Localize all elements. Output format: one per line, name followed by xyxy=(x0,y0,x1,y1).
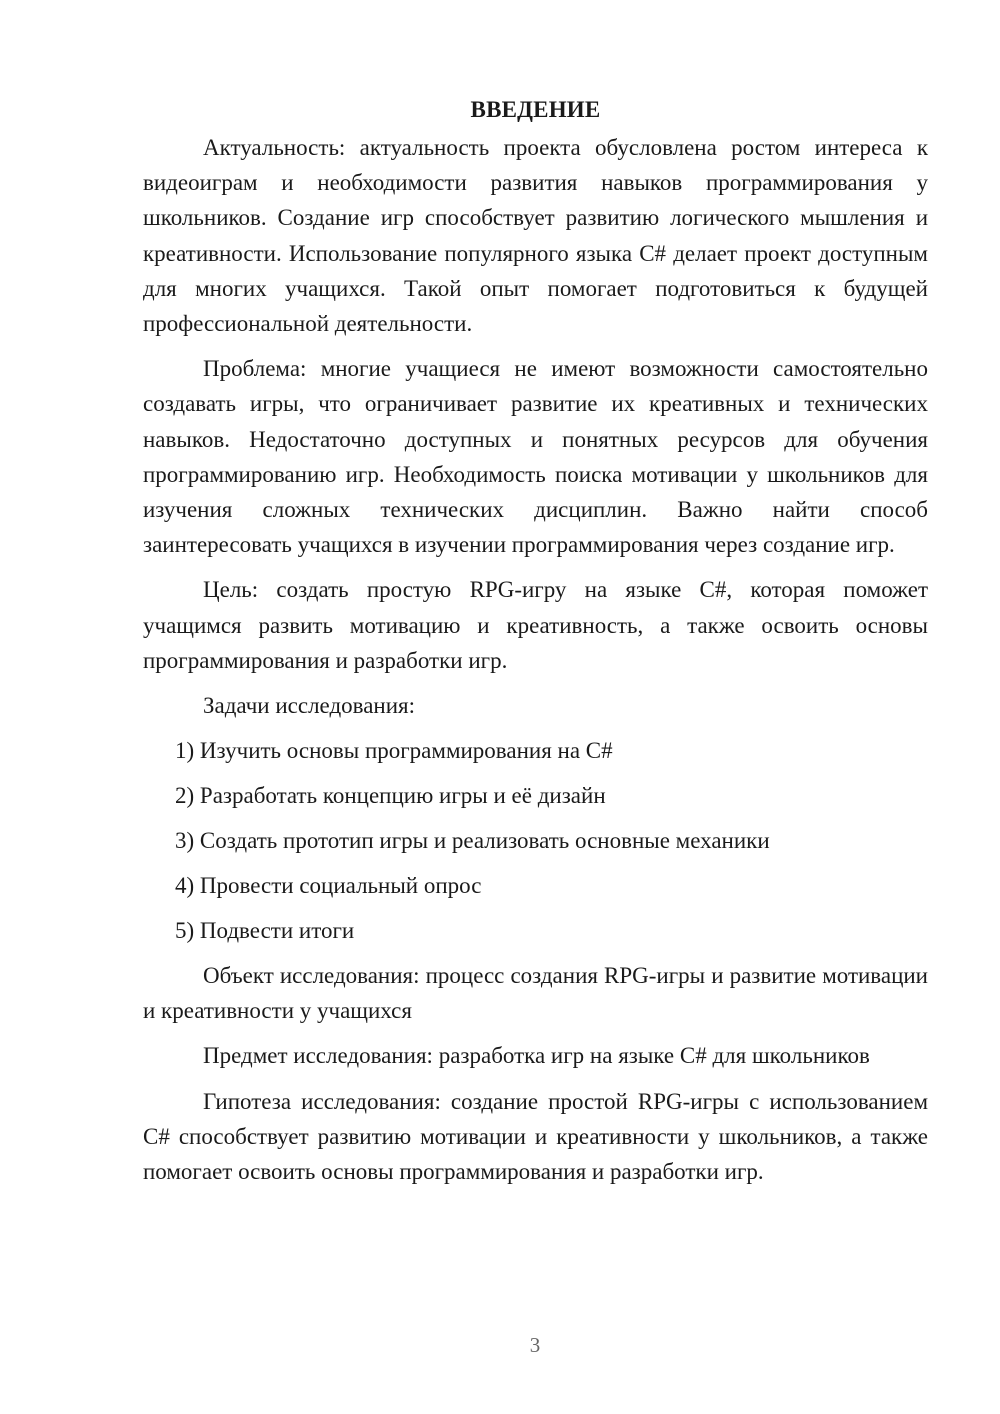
section-heading: ВВЕДЕНИЕ xyxy=(470,97,601,122)
list-item: 1) Изучить основы программирования на C# xyxy=(175,738,613,764)
list-item: 4) Провести социальный опрос xyxy=(175,873,482,899)
relevance-paragraph: Актуальность: актуальность проекта обусловлена ростом интереса к видеоиграм и необходимости развития навыков программирования у школьников. Создание игр способствует развитию логического мышления и креативности. Использование популярного языка C# делает проект доступным для многих учащихся. Такой опыт помогает подготовиться к будущей профессиональной деятельности. xyxy=(143,135,928,337)
list-item: 5) Подвести итоги xyxy=(175,918,355,944)
subject-paragraph: Предмет исследования: разработка игр на языке C# для школьников xyxy=(203,1043,870,1069)
tasks-list xyxy=(143,733,928,948)
list-item: 3) Создать прототип игры и реализовать основные механики xyxy=(175,828,770,854)
hypothesis-paragraph: Гипотеза исследования: создание простой RPG-игры с использованием C# способствует развитию мотивации и креативности у школьников, а также помогает освоить основы программирования и разработки игр. xyxy=(143,1088,928,1185)
list-item: 2) Разработать концепцию игры и её дизайн xyxy=(175,783,606,809)
object-paragraph: Объект исследования: процесс создания RPG-игры и развитие мотивации и креативности у учащихся xyxy=(143,963,928,1024)
tasks-title: Задачи исследования: xyxy=(203,693,416,719)
problem-paragraph: Проблема: многие учащиеся не имеют возможности самостоятельно создавать игры, что ограничивает развитие их креативных и технических навыков. Недостаточно доступных и понятных ресурсов для обучения программированию игр. Необходимость поиска мотивации у школьников для изучения сложных технических дисциплин. Важно найти способ заинтересовать учащихся в изучении программирования через создание игр. xyxy=(143,356,928,558)
page-number: 3 xyxy=(529,1333,541,1357)
goal-paragraph: Цель: создать простую RPG-игру на языке C#, которая поможет учащимся развить мотивацию и креативность, а также освоить основы программирования и разработки игр. xyxy=(143,577,928,673)
document-page xyxy=(143,92,928,1199)
